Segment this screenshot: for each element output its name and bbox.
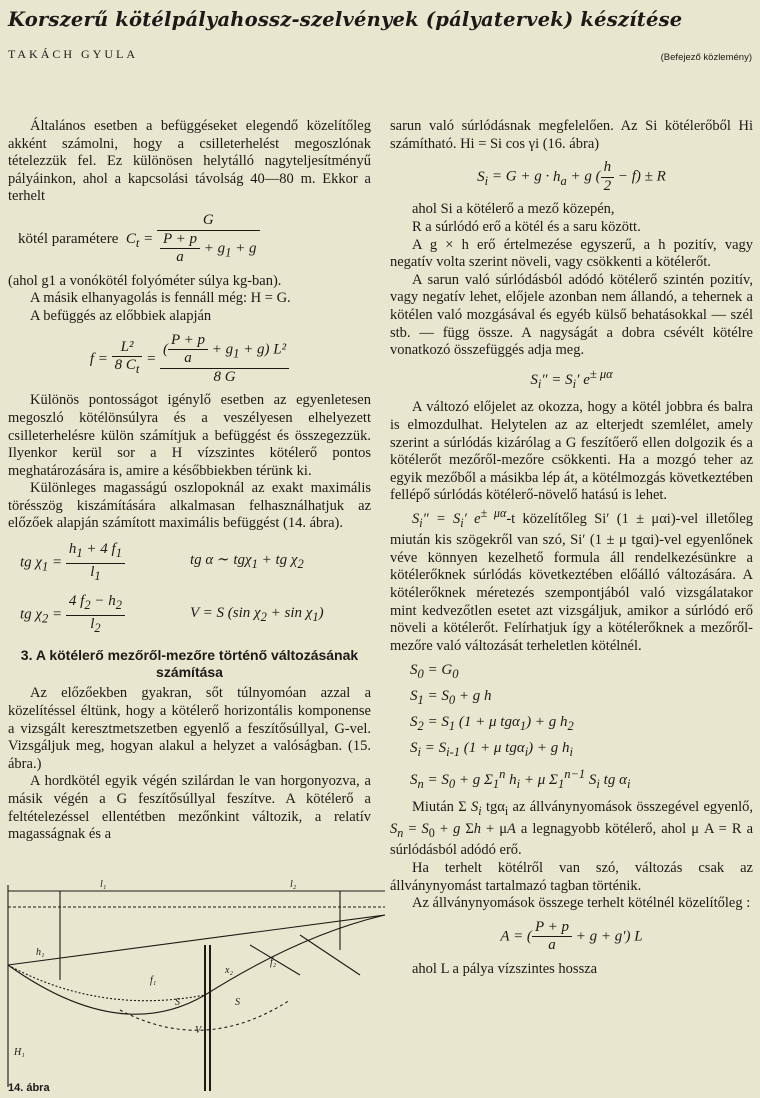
svg-text:S: S (235, 997, 240, 1008)
equation-angle-2: tg $\chi_2$ = $\frac{4 f_2 - h_2}{l_2}$ V = S (sin $\chi_2 + \sin \chi_1$) (20, 593, 324, 635)
paragraph: A másik elhanyagolás is fennáll még: H = G. (30, 290, 291, 307)
paragraph: ahol L a pálya vízszintes hossza (412, 960, 598, 977)
continuation-note: (Befejező közlemény) (660, 52, 752, 63)
equation-tower-pressure: A = ( $\frac{P + p}{a}$ + g + g′) L (500, 918, 643, 954)
paragraph: Ha terhelt kötélről van szó, változás csak az állványnyomást tartalmazó tagban történik. (390, 859, 753, 894)
author: TAKÁCH GYULA (8, 47, 139, 61)
equation-rope-force: $S_i = G + g \cdot h_a + g$ ( $\frac{h}{2}$ − f) ± R (477, 159, 666, 194)
svg-text:x₂: x₂ (225, 965, 233, 976)
paragraph: Különleges magasságú oszlopoknál az exakt maximális törésszög kiszámítására alkalmasan felhasználhatjuk az előzőek alapján számított maximális befüggést (14. ábra). (8, 480, 371, 532)
paragraph: R a súrlódó erő a kötél és a saru között. (412, 218, 641, 235)
paragraph: A befüggés az előbbiek alapján (30, 307, 212, 324)
figure-caption: 14. ábra (8, 1082, 50, 1094)
paragraph: A hordkötél egyik végén szilárdan le van horgonyozva, a másik végén a G feszítősúllyal feszítve. A kötélerő a feltételezéssel ellentétben mezőnkint változik, a relatív magasságnak és a (8, 773, 371, 843)
paragraph: (ahol g1 a vonókötél folyóméter súlya kg-ban). (8, 272, 282, 289)
paragraph: Az állványnyomások összege terhelt kötélnél közelítőleg : (412, 895, 751, 912)
svg-text:h₁: h₁ (36, 947, 45, 958)
paragraph: A sarun való súrlódásból adódó kötélerő szintén pozitív, vagy negatív lehet, előjele azonban nem állandó, a tehernek a kötélen való mozgásával és egyéb külső behatásokkal — szél stb. — függ össze. A nagyságát a dobra csévélt kötélre vonatkozó összefüggés adja meg. (390, 271, 753, 359)
paragraph: Miután Σ $S_i$ tgα$_i$ az állványnyomások összegével egyenlő, $S_n = S_0 + g$ Σh + μA a legnagyobb kötélerő, ahol μ A = R a súrlódásból adódó erő. (390, 799, 754, 859)
rope-curve (8, 915, 385, 1014)
equation-angle-1: tg $\chi_1$ = $\frac{h_1 + 4 f_1}{l_1}$ tg α ∼ tgχ$_1$ + tg $\chi_2$ (20, 541, 304, 583)
svg-text:S: S (175, 997, 180, 1008)
paragraph: Az előzőekben gyakran, sőt túlnyomóan azzal a közelítéssel éltünk, hogy a kötélerő horizontális komponense a vizsgált keresztmetszetben egyenlő a feszítősúllyal, G-vel. Vizsgáljuk meg, hogyan alakul a helyzet a valóságban. (15. ábra.) (8, 685, 371, 772)
svg-text:f₁: f₁ (150, 975, 157, 986)
figure-14-diagram (0, 855, 386, 1098)
equation-list: $S_0 = G_0$ $S_1 = S_0 + g$ h $S_2 = S_1$ (1 + μ tgα$_1$) + g $h_2$ $S_i = S_{i-1}$ (1 + μ tgα$_i$) + g $h_i$ $S_n = S_0 + g$ $\Sigma_1^n$ $h_i + \mu$ $\Sigma_1^{n-1}$ $S_i$ tg $\alpha_i$ (410, 662, 631, 792)
paragraph: Általános esetben a befüggéseket elegendő közelítőleg akként számolni, hogy a csilleterhelést megoszlónak tételezzük fel. Ez különösen helytálló nagyteljesítményű pályáinkon, ahol a kapcsolási távolság 40—80 m. Ekkor a terhelt (8, 118, 371, 205)
left-column (8, 118, 371, 844)
svg-text:l₂: l₂ (290, 879, 297, 890)
equation-sag: f = $\frac{\text{L²}}{8 C_t}$ = ( $\frac{P + p}{a}$ + $g_1 + g$) L² 8 G (8, 332, 371, 387)
svg-text:l₁: l₁ (100, 879, 107, 890)
section-heading: 3. A kötélerő mezőről-mezőre történő változásának számítása (20, 647, 359, 681)
article-title: Korszerű kötélpályahossz-szelvények (pályatervek) készítése (8, 8, 683, 31)
paragraph: ahol Si a kötélerő a mező közepén, (412, 201, 615, 218)
paragraph: sarun való súrlódásnak megfelelően. Az Si kötélerőből Hi számítható. Hi = Si cos γi (16. ábra) (390, 118, 753, 152)
paragraph: Különös pontosságot igénylő esetben az egyenletesen megoszló kötélönsúlyra és a veszélyesen elhelyezett csilleterhelésre külön számítjuk a befüggést és összegezzük. Ilyenkor kerül sor a H vízszintes kötélerő pontos meghatározására is, amire a későbbiekben térünk ki. (8, 392, 371, 479)
equation-drum: $S_i'' = S_i'$ $e^{\pm \mu\alpha}$ (530, 366, 613, 391)
chord-line (8, 915, 385, 965)
svg-text:V: V (195, 1025, 202, 1036)
paragraph: A g × h erő értelmezése egyszerű, a h pozitív, vagy negatív volta szerint növeli, vagy csökkenti a kötélerőt. (390, 236, 753, 271)
paragraph-lead: kötél paramétere (18, 230, 119, 247)
right-column (390, 118, 753, 978)
paragraph: A változó előjelet az okozza, hogy a kötél jobbra és balra is elmozdulhat. Helytelen az az elterjedt szemlélet, amely szerint a súrlódás kizárólag a G feszítőerő ellen dolgozik és a kötélerőt mezőről-mezőre csökkenti. Ha a mozgó teher az egyik mezőből a másikba lép át, a kötélmozgás következtében fellépő súrlódás kötélerő-növelő hatású is lehet. (390, 399, 753, 504)
svg-text:f₂: f₂ (270, 957, 277, 968)
paragraph: $S_i'' = S_i'$ $e^{\pm \mu\alpha}-t$ közelítőleg Si′ (1 ± μαi)-vel illetőleg miután kis szögekről van szó, Si′ (1 ± μ tgαi)-vel egyenlőnek véve könnyen kezelhető formula áll rendelkezésünkre a kötélerőknek súrlódás következtében előálló változására. A kötélerőknek méretezés szempontjából való vizsgálatakor mint kedvezőtlen esetet azt vizsgáljuk, amikor a súrlódó erő növeli a kötélerőt. Felírhatjuk így a kötélerőknek a mezőről-mezőre való változását terheletlen kötélnél. (390, 505, 754, 654)
svg-text:H₁: H₁ (14, 1047, 25, 1058)
equation-parameter: kötél paramétere $C_t$ = G $\frac{P + p}{a}$ + $g_1 + g$ (8, 212, 371, 267)
